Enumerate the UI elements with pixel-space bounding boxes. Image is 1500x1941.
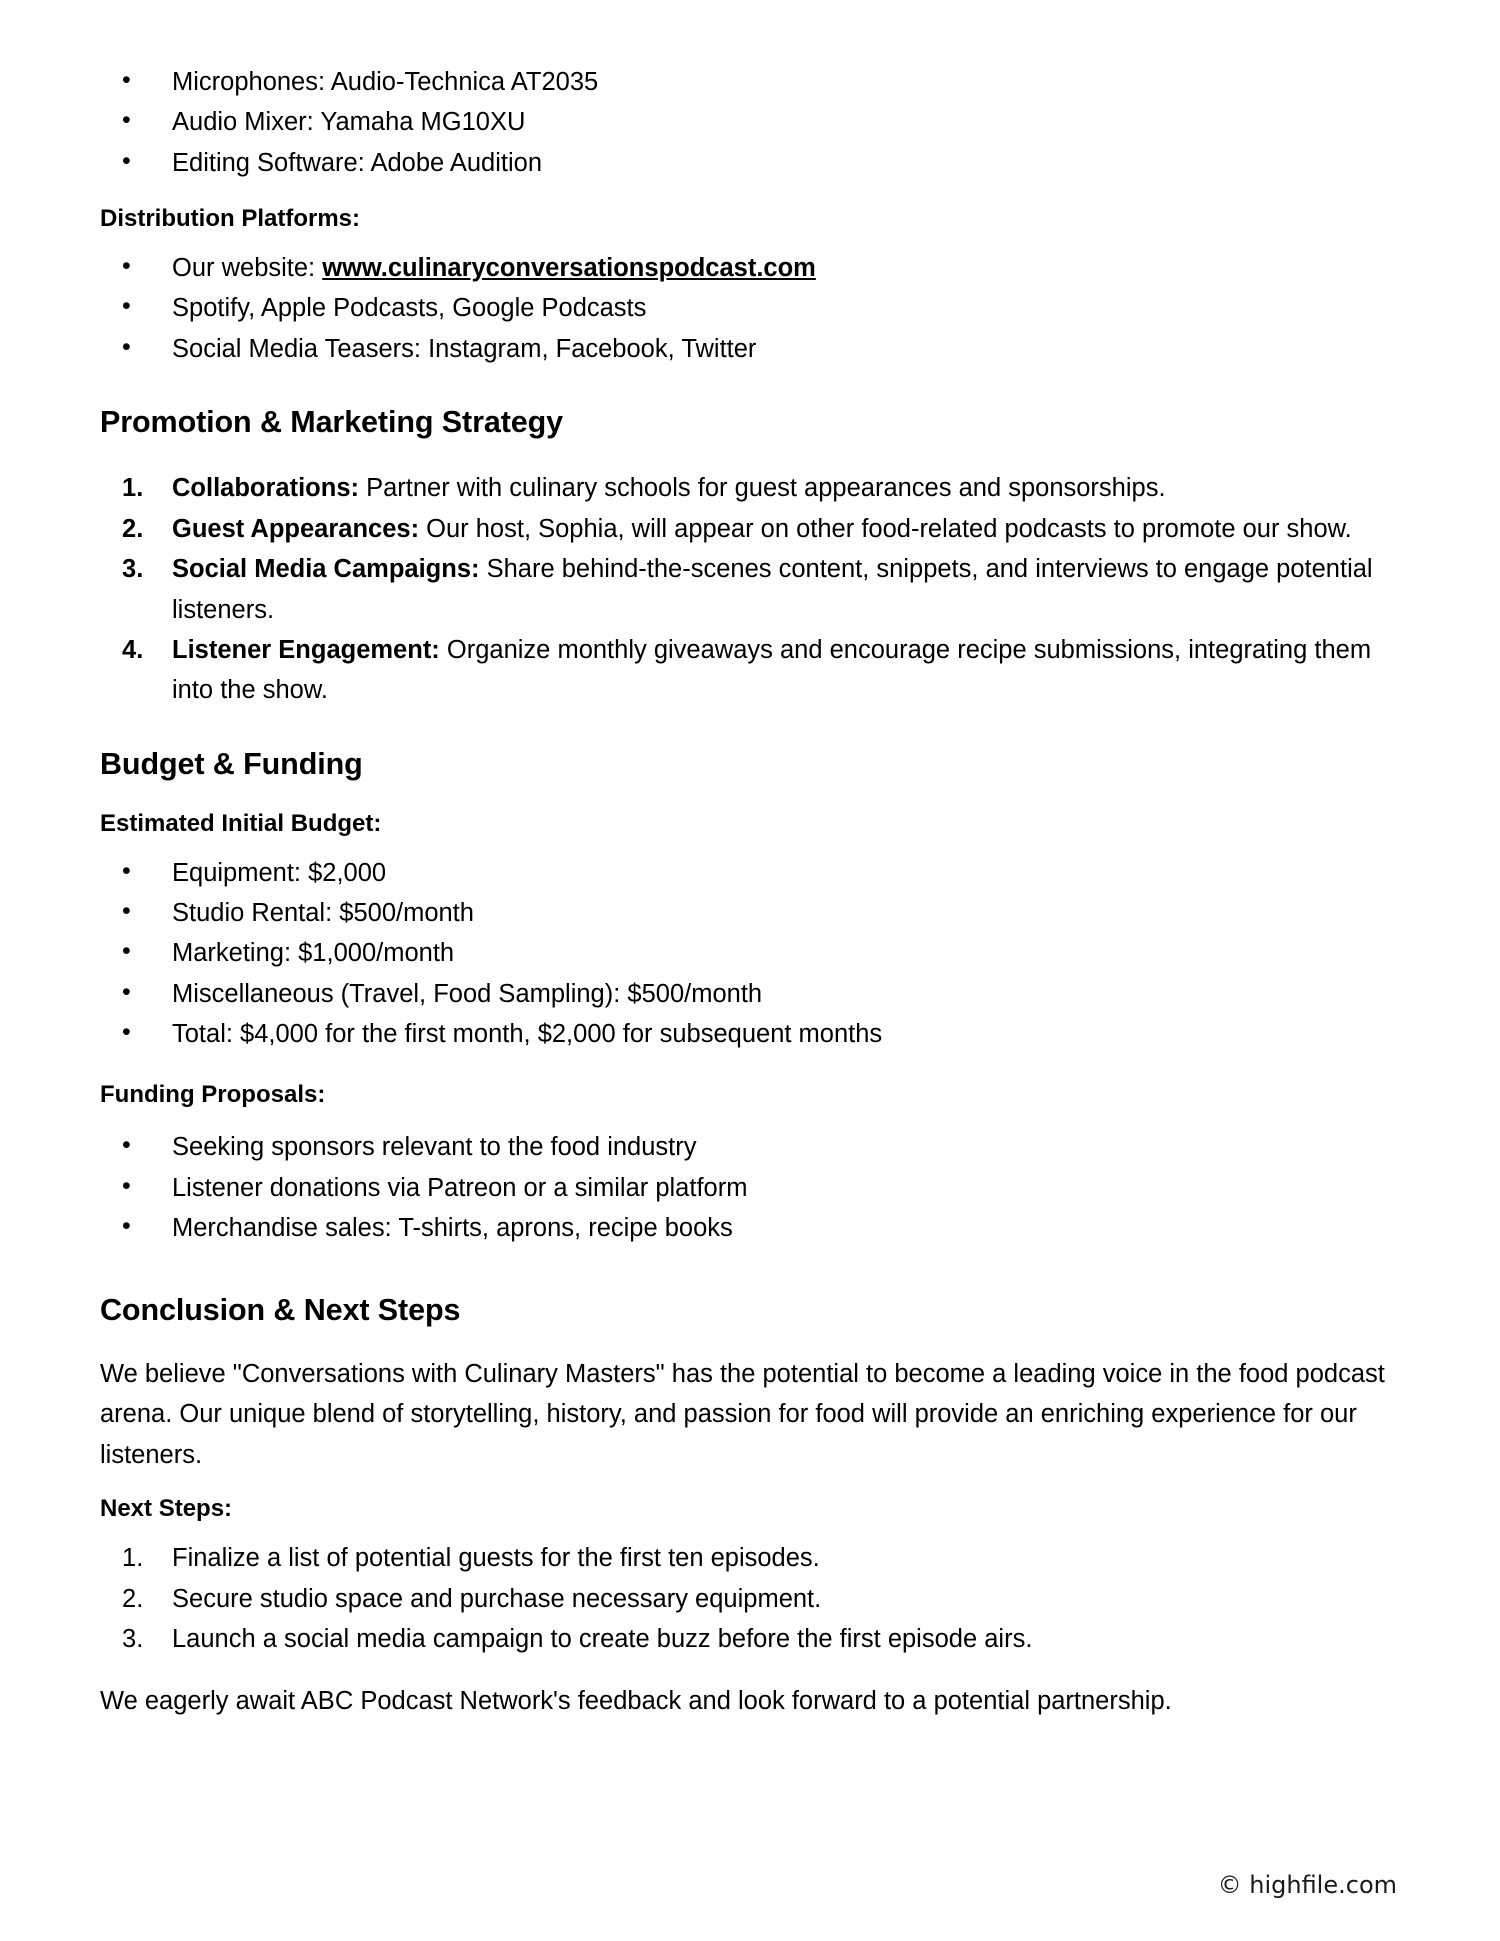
list-item-text: Secure studio space and purchase necessary equipment. [172, 1584, 822, 1613]
list-item [100, 1619, 1395, 1659]
budget-funding-heading: Budget & Funding [100, 746, 363, 781]
spacer [100, 711, 1395, 747]
list-item [100, 1538, 1395, 1578]
estimated-budget-bullet-list [100, 853, 1395, 1055]
list-item-text: Seeking sponsors relevant to the food industry [172, 1133, 697, 1162]
spacer [100, 782, 1395, 810]
list-item-lead: Collaborations: [172, 474, 360, 503]
list-item [100, 102, 1395, 142]
spacer [100, 1659, 1395, 1681]
list-item-text: Organize monthly giveaways and encourage recipe submissions, integrating them into the show. [172, 635, 1372, 705]
closing-paragraph: We eagerly await ABC Podcast Network's feedback and look forward to a potential partnership. [100, 1687, 1172, 1716]
spacer [100, 1109, 1395, 1127]
list-item-text: Editing Software: Adobe Audition [172, 148, 543, 177]
spacer [100, 839, 1395, 853]
list-item-lead: Social Media Campaigns: [172, 555, 480, 584]
spacer [100, 369, 1395, 405]
list-item-text: Launch a social media campaign to create buzz before the first episode airs. [172, 1624, 1033, 1653]
list-item-text: Listener donations via Patreon or a similar platform [172, 1173, 748, 1202]
list-item-text: Miscellaneous (Travel, Food Sampling): $500/month [172, 979, 763, 1008]
spacer [100, 1475, 1395, 1495]
list-item-text: Finalize a list of potential guests for the first ten episodes. [172, 1544, 820, 1573]
website-link[interactable]: www.culinaryconversationspodcast.com [322, 254, 816, 283]
list-item-text: Total: $4,000 for the first month, $2,000 for subsequent months [172, 1020, 883, 1049]
spacer [100, 1249, 1395, 1293]
spacer [100, 1524, 1395, 1538]
list-item [100, 1208, 1395, 1248]
list-item-text: Share behind-the-scenes content, snippets, and interviews to engage potential listeners. [172, 555, 1373, 624]
list-item [100, 974, 1395, 1014]
list-item [100, 1168, 1395, 1208]
conclusion-paragraph: We believe "Conversations with Culinary Masters" has the potential to become a leading voice in the food podcast arena. Our unique blend of storytelling, history, and passion for food will provide an enriching experience for our listeners. [100, 1359, 1385, 1469]
funding-proposals-heading: Funding Proposals: [100, 1080, 326, 1108]
list-item-text: Spotify, Apple Podcasts, Google Podcasts [172, 294, 647, 323]
list-item-text: Merchandise sales: T-shirts, aprons, recipe books [172, 1214, 733, 1243]
list-item [100, 288, 1395, 328]
distribution-bullet-list [100, 248, 1395, 369]
list-item-text: Microphones: Audio-Technica AT2035 [172, 68, 599, 96]
next-steps-numbered-list [100, 1538, 1395, 1659]
list-item [100, 143, 1395, 183]
promotion-marketing-heading: Promotion & Marketing Strategy [100, 405, 564, 440]
list-item [100, 1579, 1395, 1619]
list-item-lead: Guest Appearances: [172, 514, 420, 543]
list-item-text: Marketing: $1,000/month [172, 939, 455, 968]
list-item [100, 329, 1395, 369]
list-item-text: Equipment: $2,000 [172, 858, 387, 887]
list-item [100, 853, 1395, 893]
list-item-text: Partner with culinary schools for guest appearances and sponsorships. [359, 474, 1166, 503]
spacer [100, 183, 1395, 205]
list-item [100, 1014, 1395, 1054]
distribution-platforms-heading: Distribution Platforms: [100, 205, 361, 233]
list-item-text: Studio Rental: $500/month [172, 899, 474, 927]
list-item [100, 893, 1395, 933]
list-item [100, 509, 1395, 549]
list-item [100, 1127, 1395, 1167]
equipment-bullet-list [100, 62, 1395, 183]
list-item-text: Our host, Sophia, will appear on other food-related podcasts to promote our show. [419, 514, 1352, 543]
list-item [100, 549, 1395, 630]
spacer [100, 440, 1395, 468]
next-steps-heading: Next Steps: [100, 1495, 233, 1523]
list-item-website [100, 248, 1395, 288]
funding-proposals-bullet-list [100, 1127, 1395, 1248]
document-content [100, 62, 1395, 1722]
list-item [100, 62, 1395, 102]
list-item [100, 933, 1395, 973]
list-item-text: Audio Mixer: Yamaha MG10XU [172, 108, 526, 137]
conclusion-next-steps-heading: Conclusion & Next Steps [100, 1292, 461, 1327]
list-item [100, 468, 1395, 508]
list-item [100, 630, 1395, 711]
website-prefix: Our website: [172, 254, 323, 283]
promotion-numbered-list [100, 468, 1395, 710]
spacer [100, 1328, 1395, 1354]
footer-copyright: © highfile.com [1217, 1871, 1397, 1899]
list-item-text: Social Media Teasers: Instagram, Facebook, Twitter [172, 334, 757, 363]
list-item-lead: Listener Engagement: [172, 635, 440, 664]
spacer [100, 234, 1395, 248]
spacer [100, 1055, 1395, 1081]
estimated-initial-budget-heading: Estimated Initial Budget: [100, 809, 382, 837]
